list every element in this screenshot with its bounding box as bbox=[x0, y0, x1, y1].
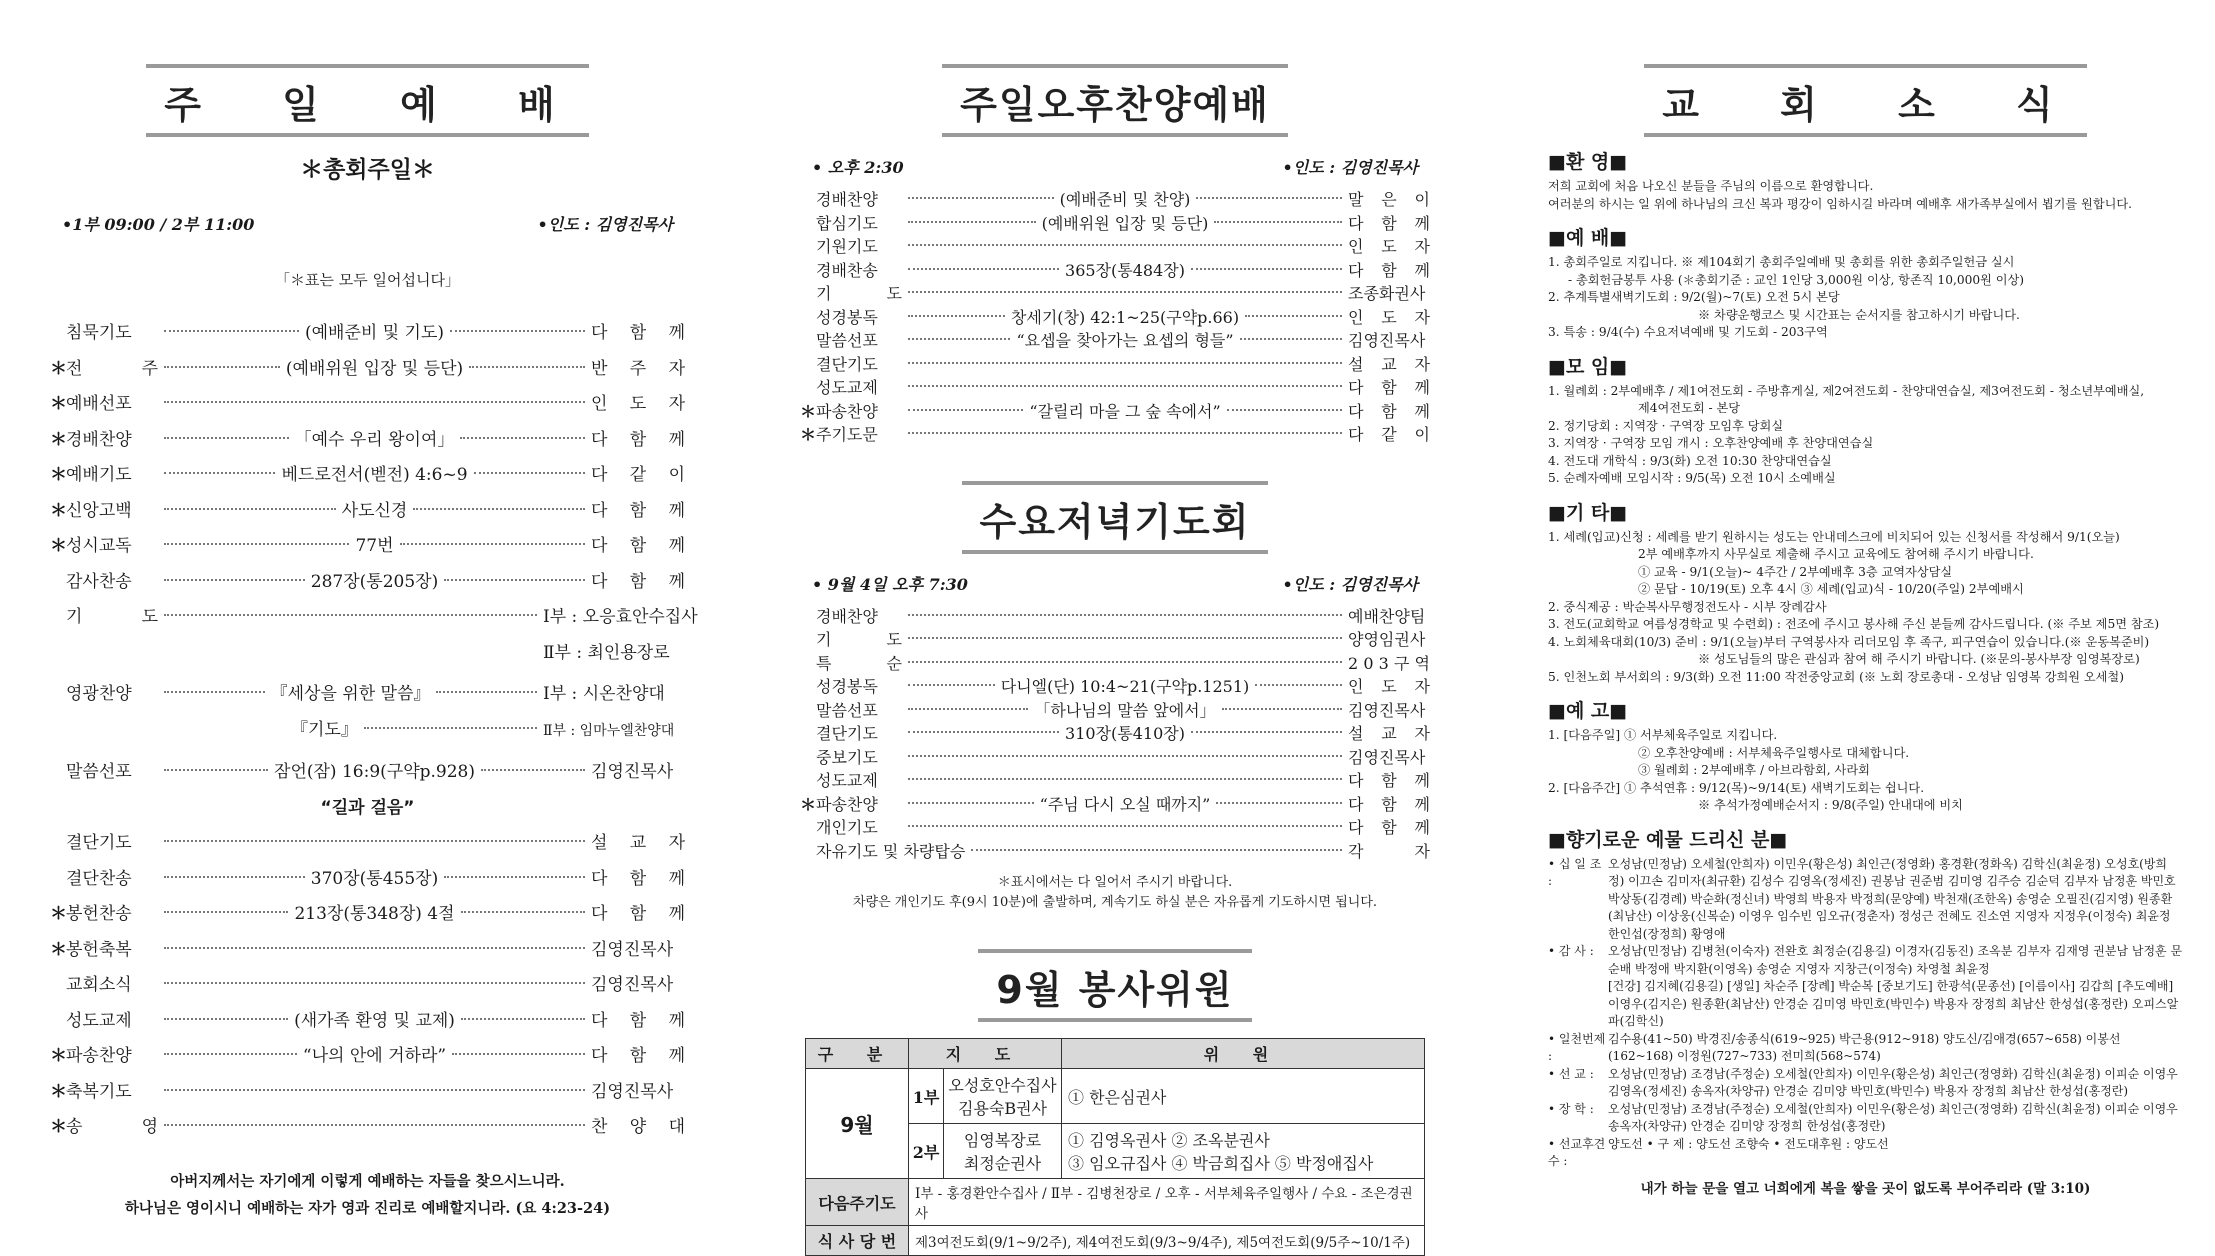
order-name: 축복기도 bbox=[66, 1081, 132, 1102]
worship-item-1b: - 총회헌금봉투 사용 (＊총회기준 : 교인 1인당 3,000원 이상, 항존직 10,000원 이상) bbox=[1568, 272, 2025, 287]
notice-item-2b: ※ 추석가정예배순서지 : 9/8(주일) 안내대에 비치 bbox=[1698, 798, 1963, 812]
offering-names: 오성남(민정남) 김병천(이숙자) 전완호 최정순(김용길) 이경자(김동진) 조옥분 김부자 김재영 권분남 남정훈 문순배 박정애 박지환(이영옥) 송영순 지영자 지창근(이정숙) 차영철 최윤정 bbox=[1608, 944, 2183, 976]
standing-mark: ＊ bbox=[50, 429, 67, 450]
next-week-prayer-label: 다음주기도 bbox=[806, 1179, 909, 1226]
offering-names: 김수용(41~50) 박경진/송종식(619~925) 박근용(912~918) 양도신/김애경(657~658) 이봉선(162~168) 이정원(727~733) 전미희(568~574) bbox=[1608, 1031, 2121, 1063]
etc-item-2: 2. 중식제공 : 박순복사무행정전도사 - 시부 장례감사 bbox=[1548, 599, 1827, 614]
order-name: 중보기도 bbox=[816, 747, 878, 767]
footer-verse-2: 하나님은 영이시니 예배하는 자가 영과 진리로 예배할지니라. (요 4:23-24) bbox=[124, 1199, 611, 1217]
afternoon-wednesday-column bbox=[800, 0, 1431, 1251]
etc-item-1: 1. 세례(입교)신청 : 세례를 받기 원하시는 성도는 안내데스크에 비치되어 있는 신청서를 작성해서 9/1(오늘) bbox=[1548, 529, 2120, 544]
order-person: 다 함 께 bbox=[1348, 378, 1430, 397]
wed-note-1: ＊표시에서는 다 일어서 주시기 바랍니다. bbox=[997, 875, 1233, 890]
offering-list bbox=[1548, 856, 2183, 1171]
offering-row bbox=[1548, 943, 2183, 978]
order-name: 경배찬송 bbox=[816, 260, 878, 280]
order-name: 성시교독 bbox=[66, 536, 132, 556]
pm-order-list bbox=[800, 188, 1430, 447]
order-name: 말씀선포 bbox=[816, 331, 878, 350]
order-name: 성도교제 bbox=[816, 771, 878, 790]
order-row bbox=[800, 816, 1430, 840]
order-person: 조종화권사 bbox=[1348, 284, 1426, 303]
order-row bbox=[800, 628, 1430, 652]
order-row bbox=[800, 652, 1430, 676]
order-name: 예배기도 bbox=[66, 465, 132, 485]
standing-mark: ＊ bbox=[800, 794, 817, 814]
order-detail: (새가족 환영 및 교제) bbox=[294, 1010, 455, 1031]
order-name: 감사찬송 bbox=[66, 571, 132, 592]
order-name: 결단기도 bbox=[66, 833, 132, 853]
order-person: 김영진목사 bbox=[591, 975, 674, 995]
order-row bbox=[800, 235, 1430, 259]
etc-item-1b: 2부 예배후까지 사무실로 제출해 주시고 교육에도 참여해 주시기 바랍니다. bbox=[1638, 547, 2034, 561]
worship-heading: ■예 배■ bbox=[1548, 227, 1628, 249]
order-detail: “갈릴리 마을 그 숲 속에서” bbox=[1029, 401, 1221, 421]
part1-label: 1부 bbox=[909, 1069, 944, 1123]
welcome-heading: ■환 영■ bbox=[1548, 151, 1628, 173]
order-person: 김영진목사 bbox=[1348, 747, 1426, 767]
order-person: 다 함 께 bbox=[591, 868, 685, 889]
worship-item-3: 3. 특송 : 9/4(수) 수요저녁예배 및 기도회 - 203구역 bbox=[1548, 325, 1828, 339]
meal-duty-value: 제3여전도회(9/1~9/2주), 제4여전도회(9/3~9/4주), 제5여전도회(9/5주~10/1주) bbox=[909, 1226, 1425, 1256]
september-volunteers-title: 9월 봉사위원 bbox=[978, 949, 1251, 1022]
standing-mark: ＊ bbox=[50, 904, 67, 924]
welcome-text-2: 여러분의 하시는 일 위에 하나님의 크신 복과 평강이 임하시길 바라며 예배후 새가족부실에서 뵙기를 원합니다. bbox=[1548, 196, 2133, 211]
order-person: 말 은 이 bbox=[1348, 190, 1431, 209]
service-leader: •인도 : 김영진목사 bbox=[537, 215, 673, 234]
order-detail: 사도신경 bbox=[341, 500, 408, 521]
order-row-glory bbox=[50, 677, 685, 713]
order-row bbox=[800, 188, 1430, 212]
worship-item-1: 1. 총회주일로 지킵니다. ※ 제104회기 총회주일예배 및 총회를 위한 총회주일헌금 실시 bbox=[1548, 255, 2015, 269]
order-person: 다 함 께 bbox=[1348, 260, 1430, 280]
order-row-glory-2 bbox=[50, 713, 685, 750]
order-person: 다 함 께 bbox=[591, 429, 686, 450]
order-person: 다 함 께 bbox=[1348, 401, 1431, 421]
standing-mark: ＊ bbox=[800, 425, 817, 444]
order-row bbox=[50, 316, 685, 352]
order-name: 경배찬양 bbox=[66, 429, 132, 450]
order-row bbox=[800, 722, 1430, 746]
glory-choir2: Ⅱ부 : 임마누엘찬양대 bbox=[543, 722, 675, 739]
standing-mark: ＊ bbox=[50, 1081, 67, 1102]
sermon-scripture: 잠언(잠) 16:9(구약p.928) bbox=[274, 762, 475, 782]
order-list-part1 bbox=[50, 316, 685, 600]
standing-mark: ＊ bbox=[50, 536, 67, 556]
order-person: 다 함 께 bbox=[591, 500, 686, 521]
offering-category bbox=[1548, 978, 1608, 1031]
order-row bbox=[800, 400, 1430, 424]
order-row bbox=[800, 840, 1430, 864]
header-leader: 지 도 bbox=[909, 1039, 1062, 1069]
order-row bbox=[800, 793, 1430, 817]
order-row bbox=[800, 605, 1430, 629]
meeting-heading: ■모 임■ bbox=[1548, 355, 1628, 378]
worship-item-2: 2. 추계특별새벽기도회 : 9/2(월)~7(토) 오전 5시 본당 bbox=[1548, 290, 1840, 304]
order-detail: 다니엘(단) 10:4~21(구약p.1251) bbox=[1000, 677, 1250, 696]
offering-row bbox=[1548, 1136, 2183, 1171]
offering-names: 양도선 • 구 제 : 양도선 조향숙 • 전도대후원 : 양도선 bbox=[1608, 1136, 1889, 1151]
order-person: 반 주 자 bbox=[591, 358, 685, 379]
meeting-item-1b: 제4여전도회 - 본당 bbox=[1638, 401, 1741, 415]
offering-category: • 선 교 : bbox=[1548, 1066, 1594, 1081]
next-week-prayer-value: Ⅰ부 - 홍경환안수집사 / Ⅱ부 - 김병천장로 / 오후 - 서부체육주일행사 / 수요 - 조은경권사 bbox=[909, 1179, 1425, 1226]
meeting-item-4: 4. 전도대 개학식 : 9/3(화) 오전 10:30 찬양대연습실 bbox=[1548, 453, 1832, 468]
order-detail: “요셉을 찾아가는 요셉의 형들” bbox=[1016, 331, 1234, 350]
order-name: 기 도 bbox=[816, 630, 902, 649]
order-person: 설 교 자 bbox=[591, 833, 685, 853]
standing-mark: ＊ bbox=[50, 500, 67, 521]
order-row bbox=[800, 259, 1430, 283]
order-detail: “주님 다시 오실 때까지” bbox=[1039, 794, 1211, 814]
offering-category: • 십 일 조 : bbox=[1548, 856, 1602, 888]
month-cell bbox=[806, 1069, 909, 1179]
order-row bbox=[50, 1075, 685, 1111]
offering-row bbox=[1548, 856, 2183, 944]
order-name: 침묵기도 bbox=[66, 323, 132, 343]
etc-heading: ■기 타■ bbox=[1548, 501, 1628, 524]
order-name: 전 주 bbox=[66, 358, 158, 379]
meal-duty-label: 식 사 당 번 bbox=[806, 1226, 909, 1256]
sermon-title-row bbox=[50, 791, 685, 827]
order-detail: 「하나님의 말씀 앞에서」 bbox=[1034, 700, 1216, 720]
order-person: 다 함 께 bbox=[1348, 771, 1430, 790]
header-category: 구 분 bbox=[806, 1039, 909, 1069]
order-row bbox=[50, 565, 685, 601]
order-person: 다 함 께 bbox=[591, 1010, 686, 1031]
part2-members-1: ① 김영옥권사 ② 조옥분권사 bbox=[1068, 1131, 1270, 1150]
order-row bbox=[800, 675, 1430, 699]
order-detail: 370장(통455장) bbox=[310, 868, 439, 889]
order-row bbox=[800, 699, 1430, 723]
order-name: 교회소식 bbox=[66, 975, 132, 995]
header-members: 위 원 bbox=[1062, 1039, 1425, 1069]
pm-leader: •인도 : 김영진목사 bbox=[1282, 158, 1418, 177]
etc-item-4: 4. 노회체육대회(10/3) 준비 : 9/1(오늘)부터 구역봉사자 리더모임 후 족구, 피구연습이 있습니다.(※ 운동복준비) bbox=[1548, 634, 2150, 649]
offering-category: • 일천번제 : bbox=[1548, 1031, 1606, 1063]
order-detail: 77번 bbox=[355, 536, 394, 556]
order-row bbox=[800, 376, 1430, 400]
order-detail: 창세기(창) 42:1~25(구약p.66) bbox=[1010, 307, 1240, 327]
part2-members-2: ③ 임오규집사 ④ 박금희집사 ⑤ 박정애집사 bbox=[1068, 1154, 1374, 1173]
etc-item-3: 3. 전도(교회학교 여름성경학교 및 수련회) : 전조에 주시고 봉사해 주신 분들께 감사드립니다. (※ 주보 제5면 참조) bbox=[1548, 617, 2160, 631]
order-name: 파송찬양 bbox=[66, 1046, 132, 1066]
notice-item-2: 2. [다음주간] ① 추석연휴 : 9/12(목)~9/14(토) 새벽기도회는 쉽니다. bbox=[1548, 780, 1925, 795]
order-name: 말씀선포 bbox=[816, 700, 878, 720]
order-detail: (예배준비 및 기도) bbox=[304, 323, 445, 343]
order-person: 다 함 께 bbox=[1348, 213, 1431, 233]
wed-time: • 9월 4일 오후 7:30 bbox=[812, 574, 968, 594]
order-row-prayer-2 bbox=[50, 636, 685, 672]
order-person: 인 도 자 bbox=[591, 394, 685, 414]
order-name: 예배선포 bbox=[66, 394, 132, 414]
volunteers-table bbox=[805, 1038, 1425, 1256]
order-name: 신앙고백 bbox=[66, 500, 132, 521]
order-row bbox=[50, 387, 685, 423]
order-name: 자유기도 및 차량탑승 bbox=[816, 841, 966, 861]
etc-item-1d: ② 문답 - 10/19(토) 오후 4시 ③ 세례(입교)식 - 10/20(주일) 2부예배시 bbox=[1638, 582, 2024, 596]
offering-heading: ■향기로운 예물 드리신 분■ bbox=[1548, 828, 1788, 851]
meeting-item-3: 3. 지역장 · 구역장 모임 개시 : 오후찬양예배 후 찬양대연습실 bbox=[1548, 436, 1874, 450]
order-person: 설 교 자 bbox=[1348, 724, 1430, 743]
glory-song1: 『세상을 위한 말씀』 bbox=[270, 684, 431, 704]
afternoon-worship-title: 주일오후찬양예배 bbox=[942, 64, 1288, 137]
offering-names: [건강] 김지혜(김용길) [생일] 차순주 [장례] 박순복 [중보기도] 한광석(문종선) [이름이사] 김갑희 [추도예배] 이영우(김지은) 원종환(최남산) 안경순 김미영 박민호(박민수) 박용자 장정희 최남산 한성섭(홍정란) 오피스알파(김학신) bbox=[1608, 979, 2179, 1028]
etc-item-1c: ① 교육 - 9/1(오늘)~ 4주간 / 2부예배후 3층 교역자상담실 bbox=[1638, 564, 1953, 579]
order-name: 말씀선포 bbox=[66, 762, 132, 782]
church-news-title: 교 회 소 식 bbox=[1644, 64, 2087, 137]
order-name: 기 도 bbox=[66, 607, 158, 627]
church-news-column bbox=[1548, 0, 2183, 1240]
order-row bbox=[50, 933, 685, 969]
order-person: 김영진목사 bbox=[591, 939, 674, 960]
order-person: 각 자 bbox=[1348, 841, 1430, 861]
order-detail: 287장(통205장) bbox=[310, 571, 439, 592]
wed-note-2: 차량은 개인기도 후(9시 10분)에 출발하며, 계속기도 하실 분은 자유롭게 기도하시면 됩니다. bbox=[852, 895, 1378, 910]
order-person: 다 같 이 bbox=[591, 465, 686, 485]
order-name: 영광찬양 bbox=[66, 684, 132, 704]
sermon-title: “길과 걸음” bbox=[320, 797, 415, 818]
closing-verse: 내가 하늘 문을 열고 너희에게 복을 쌓을 곳이 없도록 부어주리라 (말 3:10) bbox=[1640, 1180, 2091, 1197]
order-person: 인 도 자 bbox=[1348, 307, 1430, 327]
prayer-part1: Ⅰ부 : 오응효안수집사 bbox=[543, 607, 698, 627]
glory-choir1: Ⅰ부 : 시온찬양대 bbox=[543, 684, 665, 704]
order-name: 성경봉독 bbox=[816, 307, 878, 327]
order-row bbox=[800, 306, 1430, 330]
order-person: 예배찬양팀 bbox=[1348, 606, 1426, 626]
etc-item-4b: ※ 성도님들의 많은 관심과 참여 해 주시기 바랍니다. (※문의-봉사부장 임영복장로) bbox=[1698, 652, 2140, 666]
order-person: 다 함 께 bbox=[1348, 818, 1430, 837]
worship-item-2b: ※ 차량운행코스 및 시간표는 순서지를 참고하시기 바랍니다. bbox=[1698, 307, 2020, 322]
order-person: 2 0 3 구 역 bbox=[1348, 653, 1430, 673]
order-row bbox=[50, 458, 685, 494]
order-person: 인 도 자 bbox=[1348, 237, 1430, 256]
order-name: 경배찬양 bbox=[816, 606, 878, 626]
order-person: 인 도 자 bbox=[1348, 677, 1431, 696]
order-person: 다 함 께 bbox=[591, 536, 685, 556]
notice-heading: ■예 고■ bbox=[1548, 700, 1628, 722]
order-person: 다 함 께 bbox=[591, 571, 685, 592]
order-row-sermon bbox=[50, 755, 685, 791]
sunday-worship-title: 주 일 예 배 bbox=[146, 64, 589, 137]
order-name: 봉헌축복 bbox=[66, 939, 132, 960]
notice-item-1b: ② 오후찬양예배 : 서부체육주일행사로 대체합니다. bbox=[1638, 745, 1910, 760]
wednesday-prayer-title: 수요저녁기도회 bbox=[962, 481, 1269, 554]
order-row bbox=[50, 862, 685, 898]
notice-item-1c: ③ 월례회 : 2부예배후 / 아브라함회, 사라회 bbox=[1638, 763, 1870, 777]
order-person: 설 교 자 bbox=[1348, 354, 1430, 374]
order-row bbox=[50, 352, 685, 388]
order-detail: “나의 안에 거하라” bbox=[302, 1046, 447, 1066]
order-name: 주기도문 bbox=[816, 425, 878, 444]
order-detail: (예배위원 입장 및 등단) bbox=[285, 358, 464, 379]
order-name: 결단기도 bbox=[816, 724, 878, 743]
pm-time: • 오후 2:30 bbox=[812, 158, 904, 177]
order-detail: (예배준비 및 찬양) bbox=[1059, 190, 1191, 209]
order-name: 합심기도 bbox=[816, 213, 878, 233]
order-row bbox=[800, 212, 1430, 236]
order-row bbox=[50, 1004, 685, 1040]
glory-song2: 『기도』 bbox=[291, 719, 358, 740]
sunday-worship-column bbox=[50, 0, 698, 1240]
part1-members: ① 한은심권사 bbox=[1062, 1069, 1425, 1124]
order-name: 파송찬양 bbox=[816, 401, 878, 421]
stand-note: 「＊표는 모두 일어섭니다」 bbox=[275, 271, 460, 289]
meeting-item-2: 2. 정기당회 : 지역장 · 구역장 모임후 당회실 bbox=[1548, 418, 1784, 433]
order-row bbox=[50, 897, 685, 933]
order-person: 다 함 께 bbox=[591, 904, 686, 924]
order-row bbox=[50, 529, 685, 565]
standing-mark: ＊ bbox=[50, 939, 67, 960]
order-row bbox=[800, 769, 1430, 793]
order-name: 경배찬양 bbox=[816, 190, 878, 209]
order-name: 파송찬양 bbox=[816, 794, 878, 814]
order-row bbox=[50, 1110, 685, 1146]
order-name: 결단기도 bbox=[816, 354, 878, 374]
order-row-prayer bbox=[50, 600, 698, 636]
order-person: 찬 양 대 bbox=[591, 1117, 685, 1137]
order-person: 다 함 께 bbox=[591, 323, 685, 343]
order-row bbox=[50, 1039, 685, 1075]
standing-mark: ＊ bbox=[50, 465, 67, 485]
order-person: 다 함 께 bbox=[1348, 794, 1431, 814]
part1-leaders: 오성호안수집사 김용숙B권사 bbox=[948, 1076, 1057, 1118]
order-name: 특 순 bbox=[816, 653, 902, 673]
offering-names: 오성남(민정남) 조경남(주정순) 오세철(안희자) 이민우(황은성) 최인근(정영화) 김학신(최윤정) 이피순 이영우 송옥자(차양규) 안경순 김미양 장정희 한성섭(홍정란) bbox=[1608, 1101, 2178, 1133]
standing-mark: ＊ bbox=[50, 358, 67, 379]
offering-category: • 감 사 : bbox=[1548, 944, 1594, 958]
etc-item-5: 5. 인천노회 부서회의 : 9/3(화) 오전 11:00 작전중앙교회 (※ 노회 장로총대 - 오성남 임영복 강희원 오세철) bbox=[1548, 669, 2124, 684]
order-person: 김영진목사 bbox=[1348, 331, 1426, 350]
order-name: 개인기도 bbox=[816, 818, 878, 837]
service-time: •1부 09:00 / 2부 11:00 bbox=[62, 215, 255, 234]
order-row bbox=[800, 282, 1430, 306]
offering-row bbox=[1548, 1066, 2183, 1101]
offering-category: • 장 학 : bbox=[1548, 1101, 1594, 1116]
footer-verse-1: 아버지께서는 자기에게 이렇게 예배하는 자들을 찾으시느니라. bbox=[170, 1172, 565, 1190]
sermon-preacher: 김영진목사 bbox=[591, 762, 674, 782]
offering-row bbox=[1548, 978, 2183, 1031]
order-row bbox=[50, 494, 685, 530]
order-row bbox=[50, 968, 685, 1004]
order-row bbox=[50, 423, 685, 459]
month-label: 9월 bbox=[840, 1113, 874, 1137]
standing-mark: ＊ bbox=[50, 1046, 67, 1066]
assembly-sunday-subtitle: ＊총회주일＊ bbox=[300, 157, 435, 183]
order-detail: 310장(통410장) bbox=[1065, 724, 1185, 743]
order-name: 성도교제 bbox=[66, 1010, 132, 1031]
order-list-part2 bbox=[50, 826, 685, 1146]
offering-row bbox=[1548, 1101, 2183, 1136]
order-detail: 213장(통348장) 4절 bbox=[294, 904, 455, 924]
offering-names: 오성남(민정남) 조경남(주정순) 오세철(안희자) 이민우(황은성) 최인근(정영화) 김학신(최윤정) 이피순 이영우 김영옥(정세진) 송옥자(차양규) 안경순 김미양 박민호(박민수) 박용자 장정희 최남산 한성섭(홍정란) bbox=[1608, 1066, 2178, 1098]
order-row bbox=[800, 329, 1430, 353]
order-detail: 「예수 우리 왕이여」 bbox=[294, 429, 455, 450]
wed-order-list bbox=[800, 605, 1430, 864]
order-name: 봉헌찬송 bbox=[66, 904, 132, 924]
offering-names: 오성남(민정남) 오세철(안희자) 이민우(황은성) 최인근(정영화) 홍경환(정화옥) 김학신(최윤정) 오성호(방희정) 이끄손 김미자(최규환) 김성수 김영옥(정세진) 권봉남 권준범 김미영 김주승 김순덕 김부자 남정훈 박민호 박상동(김경례) 박순화(정신녀) 박영희 박용자 박정희(문양예) 박천재(조한옥) 송영순 오필진(김지영) 원종환(최남산) 이상웅(신복순) 이영우 임수빈 임오규(정춘자) 정성근 전혜도 진소연 지영자 지정우(이정숙) 최윤정 한인섭(장정희) 황영애 bbox=[1608, 856, 2176, 941]
standing-mark: ＊ bbox=[50, 394, 67, 414]
standing-mark: ＊ bbox=[50, 1117, 67, 1137]
order-row bbox=[50, 826, 685, 862]
order-row bbox=[800, 423, 1430, 447]
part2-leaders: 임영복장로 최정순권사 bbox=[963, 1131, 1042, 1173]
order-person: 김영진목사 bbox=[591, 1081, 674, 1102]
notice-item-1: 1. [다음주일] ① 서부체육주일로 지킵니다. bbox=[1548, 728, 1778, 742]
order-person: 다 함 께 bbox=[591, 1046, 685, 1066]
offering-category: • 선교후견수 : bbox=[1548, 1136, 1606, 1168]
order-row bbox=[800, 353, 1430, 377]
standing-mark: ＊ bbox=[800, 401, 817, 421]
order-name: 기 도 bbox=[816, 284, 902, 303]
wed-leader: •인도 : 김영진목사 bbox=[1282, 574, 1418, 594]
prayer-part2: Ⅱ부 : 최인용장로 bbox=[543, 642, 670, 663]
order-name: 기원기도 bbox=[816, 237, 878, 256]
meeting-item-5: 5. 순례자예배 모임시작 : 9/5(목) 오전 10시 소예배실 bbox=[1548, 471, 1836, 485]
order-detail: (예배위원 입장 및 등단) bbox=[1041, 213, 1209, 233]
meeting-item-1: 1. 월례회 : 2부예배후 / 제1여전도회 - 주방휴게실, 제2여전도회 - 찬양대연습실, 제3여전도회 - 청소년부예배실, bbox=[1548, 383, 2145, 398]
order-name: 결단찬송 bbox=[66, 868, 132, 889]
welcome-text-1: 저희 교회에 처음 나오신 분들을 주님의 이름으로 환영합니다. bbox=[1548, 179, 1874, 193]
order-person: 김영진목사 bbox=[1348, 700, 1426, 720]
order-row bbox=[800, 746, 1430, 770]
part2-label: 2부 bbox=[909, 1124, 944, 1178]
offering-row bbox=[1548, 1031, 2183, 1066]
order-name: 성도교제 bbox=[816, 378, 878, 397]
order-detail: 베드로전서(벧전) 4:6~9 bbox=[281, 465, 468, 485]
order-person: 다 같 이 bbox=[1348, 425, 1430, 444]
order-detail: 365장(통484장) bbox=[1065, 260, 1185, 280]
order-person: 양영임권사 bbox=[1348, 630, 1426, 649]
order-name: 성경봉독 bbox=[816, 677, 878, 696]
order-name: 송 영 bbox=[66, 1117, 158, 1137]
